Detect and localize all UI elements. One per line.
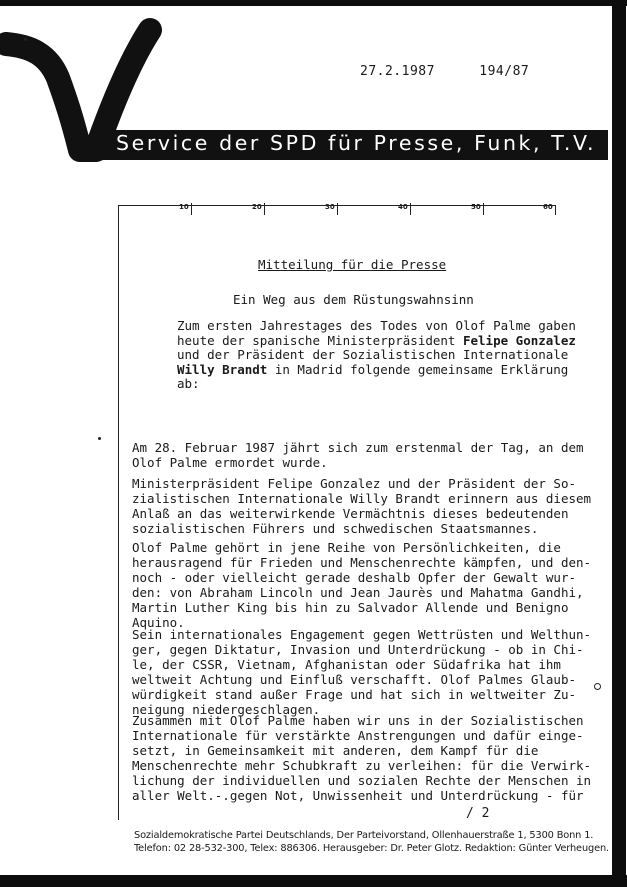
ruler-label: 10 (179, 203, 189, 211)
intro-block (177, 319, 577, 392)
ruler-tick (191, 203, 192, 215)
body-paragraph-4: Sein internationales Engagement gegen Wettrüsten und Welthun- ger, gegen Diktatur, Invasion und Unterdrückung - ob in Chi- le, der CSSR, Vietnam, Afghanistan oder Südafrika hat ihm weltweit Achtung und Einfluß verschafft. Olof Palmes Glaub- würdigkeit stand außer Frage und hat sich in weltweiter Zu- neigung niedergeschlagen. (132, 627, 592, 717)
form-box-right (555, 205, 556, 215)
form-box-left (118, 205, 119, 820)
intro-line: Zum ersten Jahrestages des Todes von Olof Palme gaben (177, 318, 576, 333)
ruler-tick (264, 203, 265, 215)
scan-border-right (612, 6, 626, 882)
scan-speck (98, 437, 101, 440)
intro-line: in Madrid folgende gemeinsame Erklärung (267, 361, 569, 377)
body-paragraph-1: Am 28. Februar 1987 jährt sich zum erstenmal der Tag, an dem Olof Palme ermordet wurde. (132, 440, 584, 470)
ruler-label: 60 (543, 203, 553, 211)
press-release-heading: Mitteilung für die Presse (258, 257, 447, 272)
scan-speck (24, 38, 27, 41)
name-brandt: Willy Brandt (177, 361, 268, 377)
ruler-tick (410, 203, 411, 215)
ruler-label: 50 (471, 203, 481, 211)
v-logo-icon (0, 0, 170, 200)
page-continuation-marker: / 2 (466, 806, 490, 821)
article-title: Ein Weg aus dem Rüstungswahnsinn (233, 292, 474, 307)
ruler-label: 20 (252, 203, 262, 211)
intro-line: ab: (177, 376, 200, 392)
body-paragraph-3: Olof Palme gehört in jene Reihe von Persönlichkeiten, die herausragend für Frieden und Menschenrechte kämpfen, und den- noch - oder vielleicht gerade deshalb Opfer der Gewalt wur- den: von Abraham Lincoln und Jean Jaurès und Mahatma Gandhi, Martin Luther King bis hin zu Salvador Allende und Benigno Aquino. (132, 540, 592, 630)
body-paragraph-2: Ministerpräsident Felipe Gonzalez und der Präsident der So- zialistischen Internationale Willy Brandt erinnern aus diesem Anlaß an das weiterwirkende Vermächtnis dieses bedeutenden sozialistischen Führers und schwedischen Staatsmannes. (132, 476, 592, 536)
release-date: 27.2.1987 (360, 64, 435, 79)
scan-border-bottom (0, 875, 627, 887)
scan-speck-circle (594, 683, 601, 690)
ruler-label: 30 (325, 203, 335, 211)
body-paragraph-5: Zusammen mit Olof Palme haben wir uns in der Sozialistischen Internationale für verstärkte Anstrengungen und dafür einge- setzt, in Gemeinsamkeit mit anderen, dem Kampf für die Menschenrechte mehr Schubkraft zu verleihen: für die Verwirk- lichung der individuellen und sozialen Rechte der Menschen in aller Welt.-.gegen Not, Unwissenheit und Unterdrückung - für (132, 713, 592, 803)
name-gonzalez: Felipe Gonzalez (462, 332, 576, 348)
footer-line: Sozialdemokratische Partei Deutschlands, Der Parteivorstand, Ollenhauerstraße 1, 5300 Bonn 1. (134, 830, 594, 841)
ruler-tick (337, 203, 338, 215)
service-banner-text: Service der SPD für Presse, Funk, T.V. (116, 131, 597, 155)
intro-line: heute der spanische Ministerpräsident (177, 332, 463, 348)
dateline (360, 64, 529, 79)
footer-imprint (134, 830, 609, 855)
release-number: 194/87 (479, 64, 530, 79)
intro-line: und der Präsident der Sozialistischen Internationale (177, 347, 569, 363)
footer-line: Telefon: 02 28-532-300, Telex: 886306. Herausgeber: Dr. Peter Glotz. Redaktion: Günter Verheugen. (134, 842, 609, 854)
ruler-label: 40 (398, 203, 408, 211)
ruler-tick (483, 203, 484, 215)
